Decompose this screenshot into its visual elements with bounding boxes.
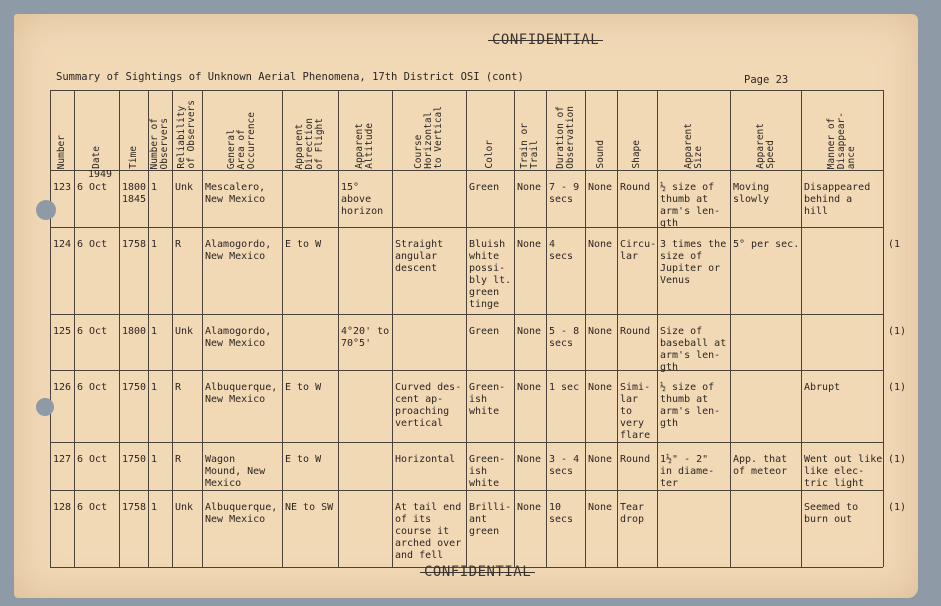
table-cell-sound: None bbox=[588, 326, 613, 337]
table-cell-obs: 1 bbox=[151, 239, 158, 250]
table-cell-trail: None bbox=[517, 239, 542, 250]
column-header: Reliability of Observers bbox=[176, 100, 197, 169]
table-cell-dur: 4 secs bbox=[549, 239, 574, 262]
table-cell-ref: (1) bbox=[888, 502, 907, 513]
table-cell-speed: 5° per sec. bbox=[733, 239, 800, 250]
column-header: Apparent Speed bbox=[754, 123, 776, 169]
column-header: Duration of Observation bbox=[554, 106, 576, 169]
table-cell-speed: Moving slowly bbox=[733, 182, 770, 205]
table-cell-trail: None bbox=[517, 182, 542, 193]
table-cell-time: 1758 bbox=[122, 239, 147, 250]
confidential-stamp-top: CONFIDENTIAL bbox=[492, 32, 600, 48]
table-cell-rel: Unk bbox=[175, 182, 194, 193]
table-cell-shape: Round bbox=[620, 182, 651, 193]
table-cell-num: 123 bbox=[53, 182, 72, 193]
table-cell-area: Albuquerque, New Mexico bbox=[205, 382, 278, 405]
table-cell-alt: 15° above horizon bbox=[341, 182, 384, 217]
table-cell-color: Green- ish white bbox=[469, 454, 506, 489]
table-cell-rel: Unk bbox=[175, 326, 194, 337]
table-cell-dir: NE to SW bbox=[285, 502, 334, 513]
table-cell-course: At tail end of its course it arched over and fell bbox=[395, 502, 462, 561]
table-cell-shape: Tear drop bbox=[620, 502, 645, 525]
table-cell-ref: (1) bbox=[888, 454, 907, 465]
row-rule bbox=[50, 90, 883, 91]
table-cell-color: Green- ish white bbox=[469, 382, 506, 417]
column-rule bbox=[883, 90, 884, 567]
table-cell-time: 1758 bbox=[122, 502, 147, 513]
table-cell-time: 1750 bbox=[122, 454, 147, 465]
table-cell-rel: R bbox=[175, 454, 182, 465]
table-cell-ref: (1) bbox=[888, 382, 907, 393]
column-header: Apparent Altitude bbox=[354, 123, 375, 169]
row-rule bbox=[50, 170, 883, 171]
table-cell-trail: None bbox=[517, 502, 542, 513]
table-cell-date: 6 Oct bbox=[77, 182, 108, 193]
table-cell-area: Alamogordo, New Mexico bbox=[205, 326, 272, 349]
row-rule bbox=[50, 227, 883, 228]
column-header: Sound bbox=[595, 140, 606, 169]
column-header: Apparent Direction of Flight bbox=[294, 117, 325, 169]
row-rule bbox=[50, 370, 883, 371]
table-cell-course: Curved des- cent ap- proaching vertical bbox=[395, 382, 462, 429]
table-cell-dir: E to W bbox=[285, 382, 322, 393]
table-cell-area: Wagon Mound, New Mexico bbox=[205, 454, 266, 489]
table-cell-size: ½ size of thumb at arm's len- gth bbox=[660, 382, 721, 429]
table-cell-size: 3 times the size of Jupiter or Venus bbox=[660, 239, 727, 286]
table-cell-time: 1800 bbox=[122, 326, 147, 337]
table-cell-ref: (1 bbox=[888, 239, 901, 250]
table-cell-color: Green bbox=[469, 326, 500, 337]
table-cell-dur: 1 sec bbox=[549, 382, 580, 393]
table-cell-manner: Disappeared behind a hill bbox=[804, 182, 871, 217]
table-cell-color: Brilli- ant green bbox=[469, 502, 512, 537]
table-cell-time: 1750 bbox=[122, 382, 147, 393]
table-cell-manner: Went out like like elec- tric light bbox=[804, 454, 883, 489]
table-cell-sound: None bbox=[588, 382, 613, 393]
table-cell-num: 127 bbox=[53, 454, 72, 465]
column-header: Number bbox=[56, 134, 67, 169]
table-cell-shape: Simi- lar to very flare bbox=[620, 382, 651, 441]
table-cell-obs: 1 bbox=[151, 502, 158, 513]
table-cell-speed: App. that of meteor bbox=[733, 454, 788, 477]
table-cell-sound: None bbox=[588, 502, 613, 513]
row-rule bbox=[50, 490, 883, 491]
table-cell-dur: 7 - 9 secs bbox=[549, 182, 580, 205]
table-cell-rel: R bbox=[175, 382, 182, 393]
table-cell-size: 1½" - 2" in diame- ter bbox=[660, 454, 715, 489]
column-header: Color bbox=[484, 140, 495, 169]
table-cell-rel: R bbox=[175, 239, 182, 250]
table-cell-size: Size of baseball at arm's len- gth bbox=[660, 326, 727, 373]
row-rule bbox=[50, 314, 883, 315]
table-cell-area: Albuquerque, New Mexico bbox=[205, 502, 278, 525]
table-cell-dur: 3 - 4 secs bbox=[549, 454, 580, 477]
table-cell-color: Green bbox=[469, 182, 500, 193]
document-title: Summary of Sightings of Unknown Aerial Phenomena, 17th District OSI (cont) bbox=[56, 71, 524, 83]
table-cell-dir: E to W bbox=[285, 239, 322, 250]
table-cell-course: Straight angular descent bbox=[395, 239, 444, 274]
table-cell-area: Alamogordo, New Mexico bbox=[205, 239, 272, 262]
table-cell-time: 1800 1845 bbox=[122, 182, 147, 205]
table-cell-shape: Round bbox=[620, 454, 651, 465]
table-cell-obs: 1 bbox=[151, 454, 158, 465]
table-cell-num: 126 bbox=[53, 382, 72, 393]
table-cell-sound: None bbox=[588, 182, 613, 193]
column-header: Course Horizontal to Vertical bbox=[413, 106, 444, 169]
page-number: Page 23 bbox=[744, 74, 789, 86]
table-cell-course: Horizontal bbox=[395, 454, 456, 465]
table-cell-dir: E to W bbox=[285, 454, 322, 465]
table-cell-trail: None bbox=[517, 326, 542, 337]
column-header: General Area of Occurrence bbox=[226, 111, 257, 169]
table-cell-date: 6 Oct bbox=[77, 502, 108, 513]
table-cell-ref: (1) bbox=[888, 326, 907, 337]
table-cell-sound: None bbox=[588, 239, 613, 250]
column-header: Date bbox=[90, 146, 102, 169]
table-cell-manner: Seemed to burn out bbox=[804, 502, 859, 525]
table-cell-trail: None bbox=[517, 454, 542, 465]
table-cell-manner: Abrupt bbox=[804, 382, 841, 393]
table-cell-size: ½ size of thumb at arm's len- gth bbox=[660, 182, 721, 229]
column-header: Train or Trail bbox=[519, 123, 540, 169]
row-rule bbox=[50, 442, 883, 443]
table-cell-shape: Circu- lar bbox=[620, 239, 657, 262]
table-cell-dur: 10 secs bbox=[549, 502, 574, 525]
table-cell-date: 6 Oct bbox=[77, 454, 108, 465]
table-cell-area: Mescalero, New Mexico bbox=[205, 182, 266, 205]
table-cell-num: 128 bbox=[53, 502, 72, 513]
table-cell-sound: None bbox=[588, 454, 613, 465]
confidential-stamp-bottom: CONFIDENTIAL bbox=[424, 564, 532, 580]
table-cell-color: Bluish white possi- bly lt. green tinge bbox=[469, 239, 512, 310]
table-cell-obs: 1 bbox=[151, 326, 158, 337]
column-header: Apparent Size bbox=[682, 123, 704, 169]
table-cell-date: 6 Oct bbox=[77, 239, 108, 250]
table-cell-obs: 1 bbox=[151, 182, 158, 193]
table-cell-shape: Round bbox=[620, 326, 651, 337]
table-cell-obs: 1 bbox=[151, 382, 158, 393]
column-header: Number of Observers bbox=[149, 117, 170, 169]
column-header: Time bbox=[127, 146, 139, 169]
table-cell-date: 6 Oct bbox=[77, 382, 108, 393]
year-label: 1949 bbox=[88, 169, 113, 180]
table-cell-alt: 4°20' to 70°5' bbox=[341, 326, 390, 349]
table-cell-dur: 5 - 8 secs bbox=[549, 326, 580, 349]
table-cell-trail: None bbox=[517, 382, 542, 393]
table-cell-rel: Unk bbox=[175, 502, 194, 513]
table-cell-num: 125 bbox=[53, 326, 72, 337]
table-cell-num: 124 bbox=[53, 239, 72, 250]
table-cell-date: 6 Oct bbox=[77, 326, 108, 337]
column-header: Manner of Disappear- ance bbox=[826, 111, 857, 169]
column-header: Shape bbox=[631, 140, 642, 169]
